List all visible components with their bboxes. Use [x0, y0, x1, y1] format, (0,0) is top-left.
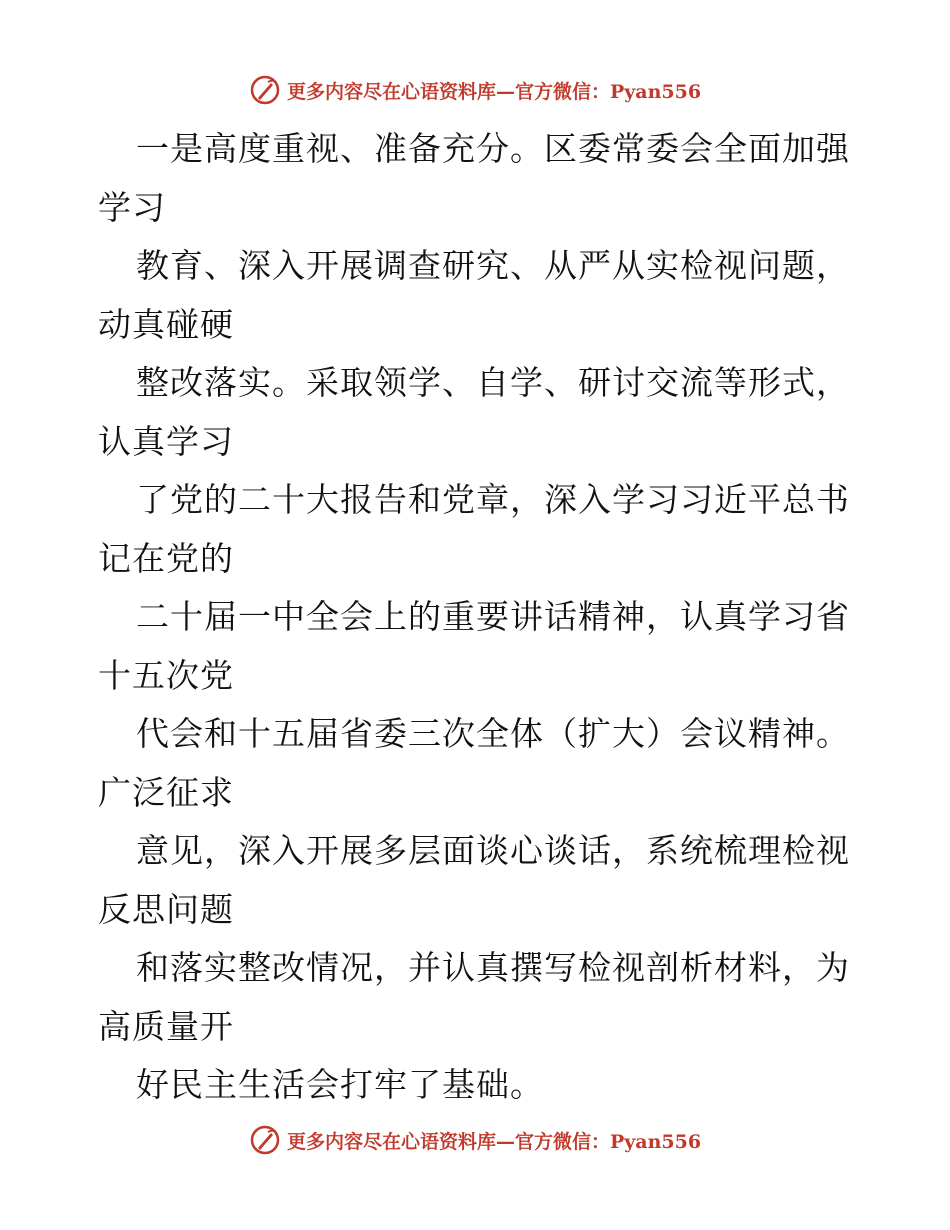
paragraph-line: 好民主生活会打牢了基础。 — [136, 1065, 544, 1104]
paragraph-line: 反思问题 — [98, 889, 234, 929]
paragraph-line: 意见，深入开展多层面谈心谈话，系统梳理检视 — [136, 831, 850, 870]
paragraph-line: 记在党的 — [98, 538, 234, 578]
paragraph-line: 广泛征求 — [98, 772, 234, 812]
document-body — [98, 120, 868, 1115]
footer-banner — [0, 1120, 950, 1160]
paragraph-line: 高质量开 — [98, 1006, 234, 1046]
paragraph-line: 代会和十五届省委三次全体（扩大）会议精神。 — [136, 714, 850, 753]
paragraph-line: 一是高度重视、准备充分。区委常委会全面加强 — [136, 129, 850, 168]
paragraph-line: 十五次党 — [98, 655, 234, 695]
footer-banner-text: 更多内容尽在心语资料库—官方微信：Pyan556 — [286, 1130, 702, 1153]
paragraph-line: 学习 — [98, 187, 166, 227]
paragraph-line: 动真碰硬 — [98, 304, 234, 344]
paragraph-line: 教育、深入开展调查研究、从严从实检视问题， — [136, 246, 850, 285]
paragraph-line: 了党的二十大报告和党章，深入学习习近平总书 — [136, 480, 850, 519]
paragraph-line: 和落实整改情况，并认真撰写检视剖析材料，为 — [136, 948, 850, 987]
quill-pen-logo-icon — [249, 74, 281, 106]
paragraph-line: 二十届一中全会上的重要讲话精神，认真学习省 — [136, 597, 850, 636]
paragraph-line: 认真学习 — [98, 421, 234, 461]
paragraph-line: 整改落实。采取领学、自学、研讨交流等形式， — [136, 363, 850, 402]
header-banner — [0, 70, 950, 110]
quill-pen-logo-icon — [249, 1124, 281, 1156]
header-banner-text: 更多内容尽在心语资料库—官方微信：Pyan556 — [286, 80, 702, 103]
